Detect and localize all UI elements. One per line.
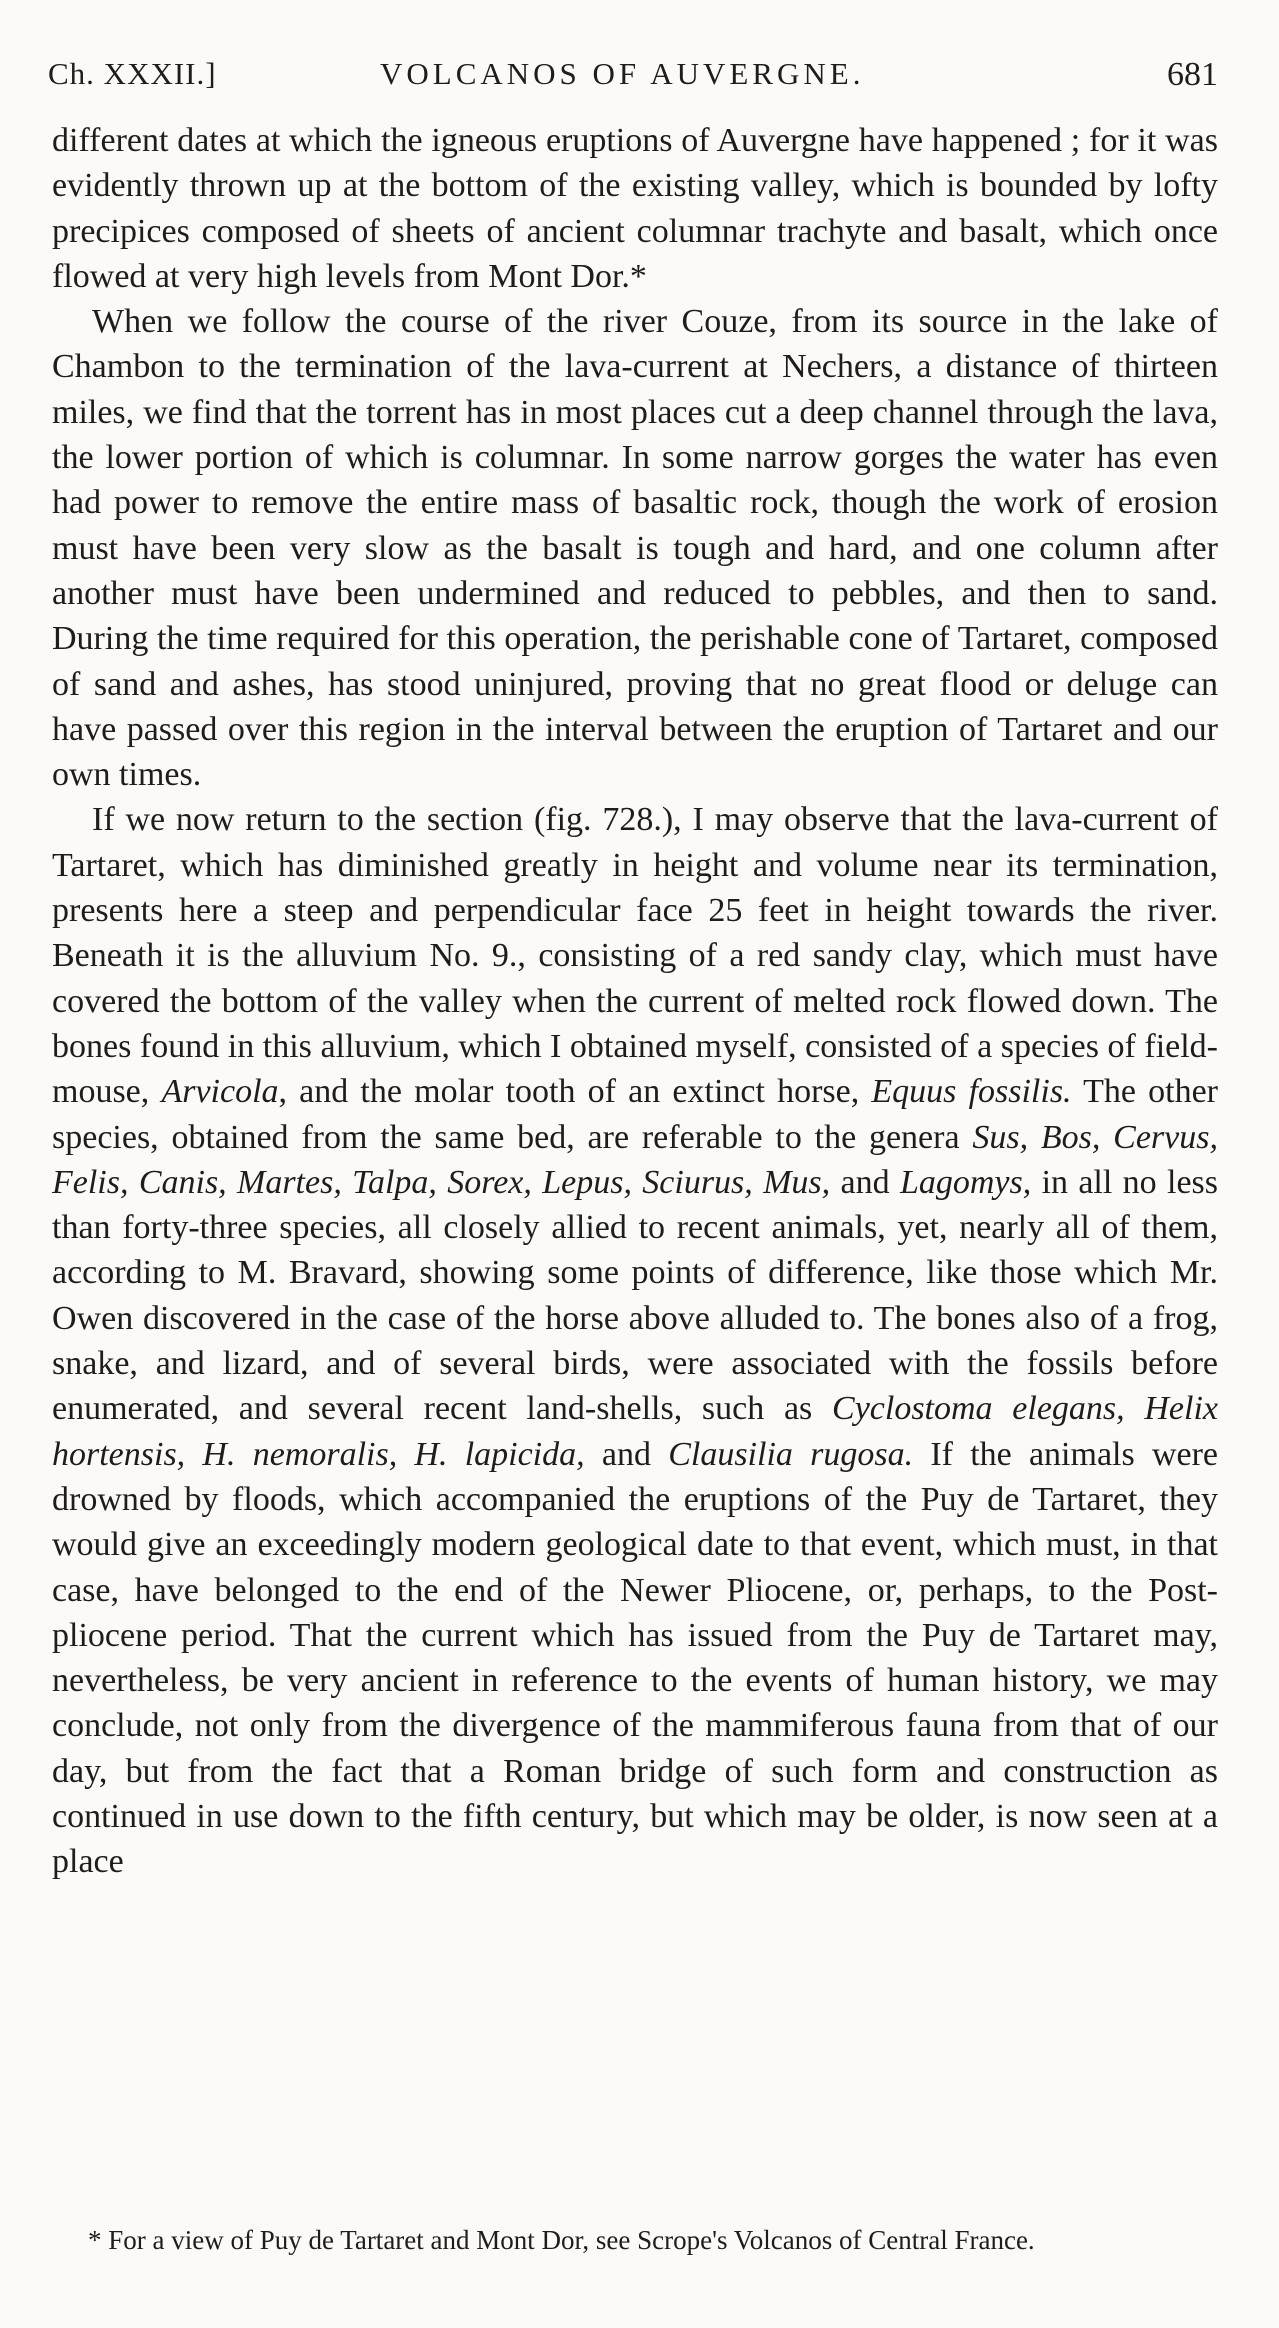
paragraph — [52, 797, 1218, 1884]
paragraph — [52, 299, 1218, 797]
paragraph — [52, 118, 1218, 299]
italic-text-run: Clausilia rugosa. — [668, 1435, 914, 1473]
italic-text-run: Lagomys, — [899, 1163, 1032, 1201]
page-number: 681 — [1167, 56, 1218, 93]
text-run: and — [830, 1163, 900, 1201]
italic-text-run: Arvicola — [161, 1073, 279, 1111]
chapter-label: Ch. XXXII.] — [48, 56, 217, 91]
italic-text-run: Sus, Bos, Cervus, Felis, Canis, Martes, Talpa, Sorex, Lepus, Sciurus, Mus, — [52, 1118, 1218, 1201]
text-run: If the animals were drowned by floods, which accompanied the eruptions of the Puy de Tartaret, they would give an exceedingly modern geological date to that event, which must, in that case, have belonged to the end of the Newer Pliocene, or, perhaps, to the Post-pliocene period. That the current which has issued from the Puy de Tartaret may, nevertheless, be very ancient in reference to the events of human history, we may conclude, not only from the divergence of the mammiferous fauna from that of our day, but from the fact that a Roman bridge of such form and construction as continued in use down to the fifth century, but which may be older, is now seen at a place — [52, 1435, 1218, 1881]
text-run: and — [584, 1435, 669, 1473]
text-run: When we follow the course of the river Couze, from its source in the lake of Chambon to the termination of the lava-current at Nechers, a distance of thirteen miles, we find that the torrent has in most places cut a deep channel through the lava, the lower portion of which is columnar. In some narrow gorges the water has even had power to remove the entire mass of basaltic rock, though the work of erosion must have been very slow as the basalt is tough and hard, and one column after another must have been undermined and reduced to pebbles, and then to sand. During the time required for this operation, the perishable cone of Tartaret, composed of sand and ashes, has stood uninjured, proving that no great flood or deluge can have passed over this region in the interval between the eruption of Tartaret and our own times. — [52, 303, 1218, 794]
footnote: * For a view of Puy de Tartaret and Mont Dor, see Scrope's Volcanos of Central France. — [88, 2225, 1035, 2255]
body-text — [52, 118, 1218, 1885]
text-run: in all no less than forty-three species, all closely allied to recent animals, yet, nearly all of them, according to M. Bravard, showing some points of difference, like those which Mr. Owen discovered in the case of the horse above alluded to. The bones also of a frog, snake, and lizard, and of several birds, were associated with the fossils before enumerated, and several recent land-shells, such as — [52, 1163, 1218, 1428]
page-header — [48, 56, 1218, 100]
italic-text-run: Cyclostoma elegans, Helix hortensis, H. nemoralis, H. lapicida, — [52, 1390, 1218, 1473]
italic-text-run: Equus fossilis. — [871, 1073, 1072, 1111]
text-run: , and the molar tooth of an extinct horse, — [278, 1073, 872, 1111]
text-run: different dates at which the igneous eruptions of Auvergne have happened ; for it was evidently thrown up at the bottom of the existing valley, which is bounded by lofty precipices composed of sheets of ancient columnar trachyte and basalt, which once flowed at very high levels from Mont Dor.* — [52, 122, 1218, 295]
text-run: If we now return to the section (fig. 728.), I may observe that the lava-current of Tartaret, which has diminished greatly in height and volume near its termination, presents here a steep and perpendicular face 25 feet in height towards the river. Beneath it is the alluvium No. 9., consisting of a red sandy clay, which must have covered the bottom of the valley when the current of melted rock flowed down. The bones found in this alluvium, which I obtained myself, consisted of a species of field-mouse, — [52, 801, 1218, 1111]
running-title: VOLCANOS OF AUVERGNE. — [380, 56, 865, 91]
text-run: The other species, obtained from the same bed, are referable to the genera — [52, 1073, 1218, 1156]
